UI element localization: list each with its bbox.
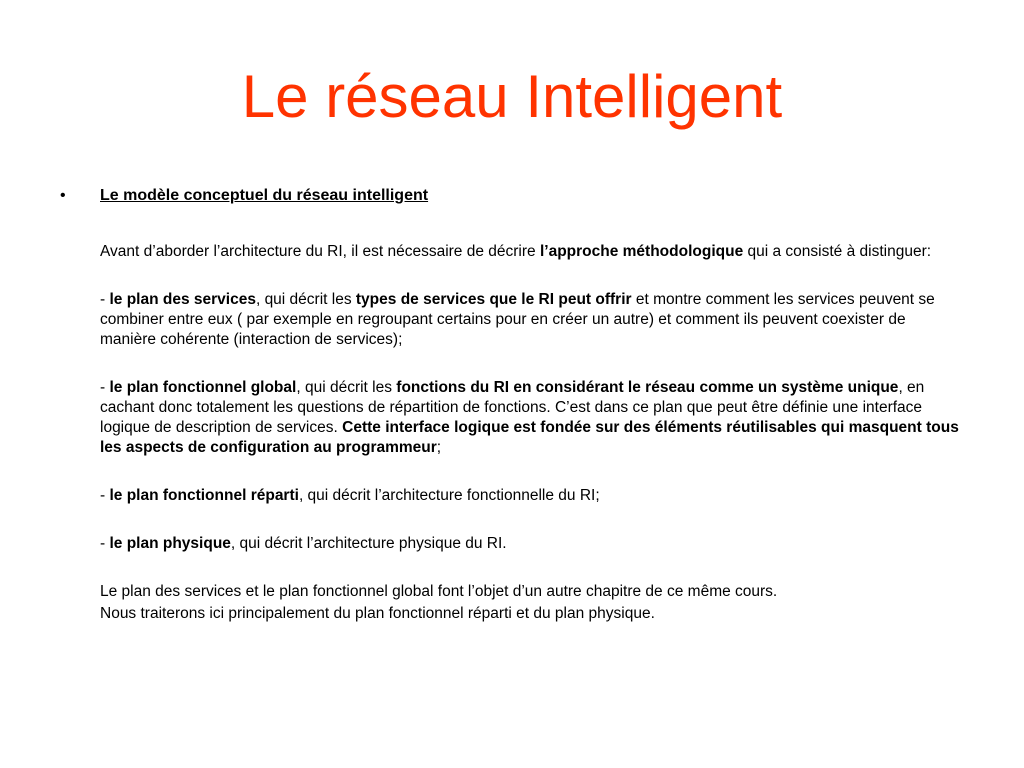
services-plan-text-1: , qui décrit les <box>255 291 356 308</box>
closing-paragraph-2: Nous traiterons ici principalement du plan fonctionnel réparti et du plan physique. <box>100 605 655 622</box>
global-plan-bold-1: fonctions du RI en considérant le réseau comme un système unique <box>396 379 899 396</box>
section-heading: Le modèle conceptuel du réseau intelligent <box>100 187 429 204</box>
global-plan-text-1: , qui décrit les <box>296 379 397 396</box>
dash: - <box>100 535 110 552</box>
dash: - <box>100 291 110 308</box>
global-plan-text-3: ; <box>436 439 442 456</box>
distributed-plan-text: , qui décrit l’architecture fonctionnelle du RI; <box>298 487 600 504</box>
physical-plan-term: le plan physique <box>109 535 231 552</box>
intro-bold: l’approche méthodologique <box>539 243 744 260</box>
services-plan-paragraph <box>100 290 960 350</box>
services-plan-term: le plan des services <box>109 291 256 308</box>
global-plan-bold-2: Cette interface logique est fondée sur des éléments réutilisables qui masquent tous les aspects de configuration au programmeur <box>100 419 959 456</box>
global-plan-text-2: , en cachant donc totalement les questions de répartition de fonctions. C’est dans ce plan que peut être définie une interface logique de description de services. <box>100 379 925 436</box>
dash: - <box>100 487 110 504</box>
physical-plan-text: , qui décrit l’architecture physique du RI. <box>230 535 507 552</box>
slide-body <box>60 184 960 624</box>
global-plan-term: le plan fonctionnel global <box>109 379 297 396</box>
dash: - <box>100 379 110 396</box>
bullet-item <box>60 184 960 210</box>
distributed-plan-paragraph <box>100 486 960 506</box>
slide-title: Le réseau Intelligent <box>241 63 783 130</box>
intro-text-2: qui a consisté à distinguer: <box>743 243 932 260</box>
bullet-icon: • <box>60 187 66 204</box>
intro-text-1: Avant d’aborder l’architecture du RI, il est nécessaire de décrire <box>100 243 540 260</box>
closing-paragraph-1: Le plan des services et le plan fonctionnel global font l’objet d’un autre chapitre de ce même cours. <box>100 583 778 600</box>
distributed-plan-term: le plan fonctionnel réparti <box>109 487 299 504</box>
global-plan-paragraph <box>100 378 960 458</box>
services-plan-text-2: et montre comment les services peuvent se combiner entre eux ( par exemple en regroupant certains pour en créer un autre) et comment ils peuvent coexister de manière cohérente (interaction de services); <box>100 291 935 348</box>
intro-paragraph <box>100 242 960 262</box>
physical-plan-paragraph <box>100 534 960 554</box>
services-plan-bold: types de services que le RI peut offrir <box>355 291 632 308</box>
